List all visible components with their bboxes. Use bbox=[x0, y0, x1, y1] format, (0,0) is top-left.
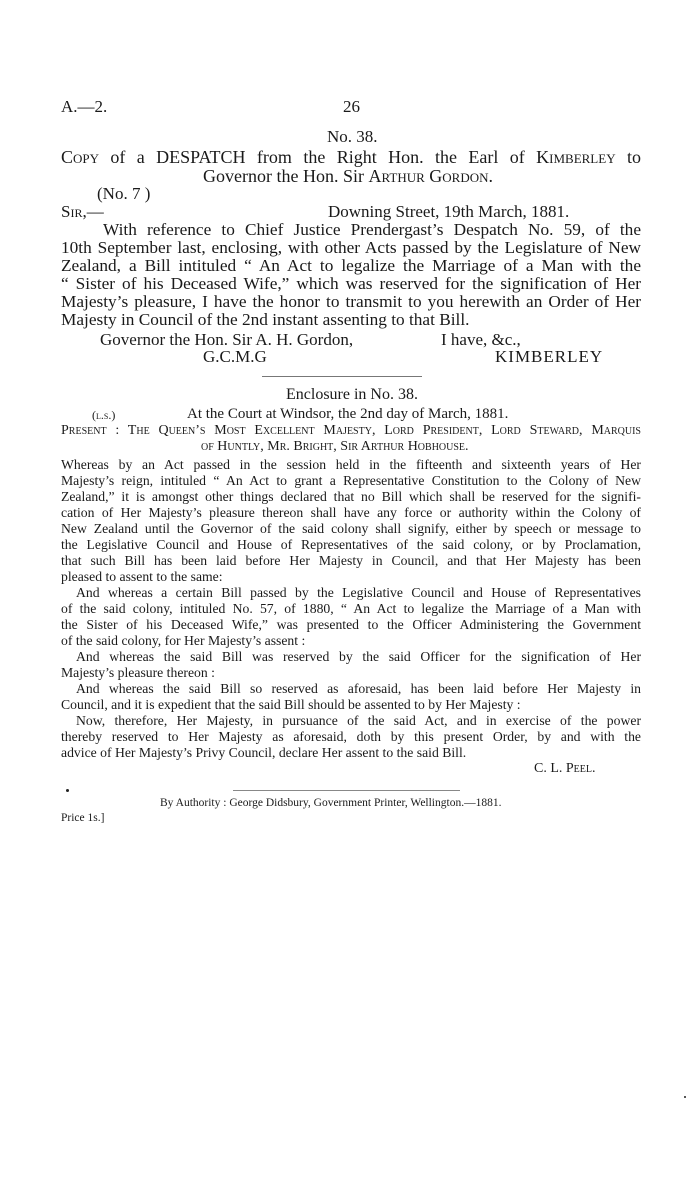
order-line: of the said colony, intituled No. 57, of 1880, “ An Act to legalize the Marriage of a Man with bbox=[61, 601, 641, 616]
order-line: Majesty’s pleasure thereon : bbox=[61, 665, 215, 680]
order-line: of the said colony, for Her Majesty’s assent : bbox=[61, 633, 306, 648]
body-line: Majesty in Council of the 2nd instant assenting to that Bill. bbox=[61, 310, 470, 329]
body-line: Majesty’s pleasure, I have the honor to transmit to you herewith an Order of Her bbox=[61, 292, 641, 311]
body-line: 10th September last, enclosing, with other Acts passed by the Legislature of New bbox=[61, 238, 641, 257]
title-gordon: Arthur Gordon bbox=[368, 166, 489, 186]
despatch-ref: (No. 7 ) bbox=[97, 184, 151, 203]
order-line: And whereas a certain Bill passed by the Legislative Council and House of Representatives bbox=[76, 585, 641, 600]
body-line: Zealand, a Bill intituled “ An Act to legalize the Marriage of a Man with the bbox=[61, 256, 641, 275]
order-line: Whereas by an Act passed in the session held in the fifteenth and sixteenth years of Her bbox=[61, 457, 641, 472]
order-line: New Zealand until the Governor of the said colony shall signify, either by speech or message to bbox=[61, 521, 641, 536]
page-number: 26 bbox=[343, 97, 360, 116]
printer-authority: By Authority : George Didsbury, Government Printer, Wellington.—1881. bbox=[160, 797, 502, 809]
body-line: With reference to Chief Justice Prendergast’s Despatch No. 59, of the bbox=[103, 220, 641, 239]
despatch-title-line1 bbox=[61, 147, 641, 168]
title-period: . bbox=[488, 166, 493, 186]
scan-mark bbox=[684, 1096, 686, 1098]
title-earl: Kimberley bbox=[536, 147, 616, 167]
body-line: “ Sister of his Deceased Wife,” which was reserved for the signification of Her bbox=[61, 274, 641, 293]
order-line: advice of Her Majesty’s Privy Council, declare Her assent to the said Bill. bbox=[61, 745, 467, 760]
order-line: Now, therefore, Her Majesty, in pursuance of the said Act, and in exercise of the power bbox=[76, 713, 641, 728]
despatch-signature: KIMBERLEY bbox=[495, 347, 604, 366]
title-to: to bbox=[615, 147, 641, 167]
despatch-date: Downing Street, 19th March, 1881. bbox=[328, 202, 570, 221]
order-line: thereby reserved to Her Majesty as aforesaid, doth by this present Order, by and with the bbox=[61, 729, 641, 744]
order-line: Zealand,” it is amongst other things declared that no Bill which shall be reserved for the signifi- bbox=[61, 489, 641, 504]
despatch-number: No. 38. bbox=[327, 127, 378, 146]
salutation-sir: Sir bbox=[61, 202, 83, 221]
order-line: that such Bill has been laid before Her Majesty in Council, and that Her Majesty has been bbox=[61, 553, 641, 568]
present-line1: Present : The Queen’s Most Excellent Majesty, Lord President, Lord Steward, Marquis bbox=[61, 423, 641, 438]
footer-divider bbox=[233, 790, 460, 791]
order-line: Majesty’s reign, intituled “ An Act to grant a Representative Constitution to the Colony of New bbox=[61, 473, 641, 488]
title-text: of a DESPATCH from the Right Hon. the Earl of bbox=[99, 147, 537, 167]
salutation-dash: ,— bbox=[82, 202, 104, 221]
title-governor: Governor the Hon. Sir bbox=[203, 166, 369, 186]
salutation bbox=[61, 202, 104, 222]
addressee-line2: G.C.M.G bbox=[203, 347, 267, 366]
price: Price 1s.] bbox=[61, 812, 105, 824]
order-line: the Legislative Council and House of Representatives of the said colony, or by Proclamation, bbox=[61, 537, 641, 552]
seal-mark: (l.s.) bbox=[92, 408, 116, 422]
enclosure-heading: Enclosure in No. 38. bbox=[286, 386, 418, 403]
print-dot bbox=[66, 789, 69, 792]
order-line: the Sister of his Deceased Wife,” was presented to the Officer Administering the Government bbox=[61, 617, 641, 632]
order-line: pleased to assent to the same: bbox=[61, 569, 223, 584]
order-line: And whereas the said Bill was reserved by the said Officer for the signification of Her bbox=[76, 649, 641, 664]
despatch-title-line2 bbox=[203, 166, 493, 187]
court-line: At the Court at Windsor, the 2nd day of March, 1881. bbox=[187, 406, 509, 422]
order-line: And whereas the said Bill so reserved as aforesaid, has been laid before Her Majesty in bbox=[76, 681, 641, 696]
present-line2: of Huntly, Mr. Bright, Sir Arthur Hobhouse. bbox=[201, 439, 469, 454]
addressee-line1: Governor the Hon. Sir A. H. Gordon, bbox=[100, 330, 354, 349]
page-reference: A.—2. bbox=[61, 97, 108, 116]
title-copy: Copy bbox=[61, 147, 100, 167]
order-line: Council, and it is expedient that the said Bill should be assented to by Her Majesty : bbox=[61, 697, 521, 712]
divider bbox=[262, 376, 422, 377]
order-signature: C. L. Peel. bbox=[534, 761, 596, 776]
closing: I have, &c., bbox=[441, 330, 521, 349]
order-line: cation of Her Majesty’s pleasure thereon shall have any force or authority within the Colony of bbox=[61, 505, 641, 520]
